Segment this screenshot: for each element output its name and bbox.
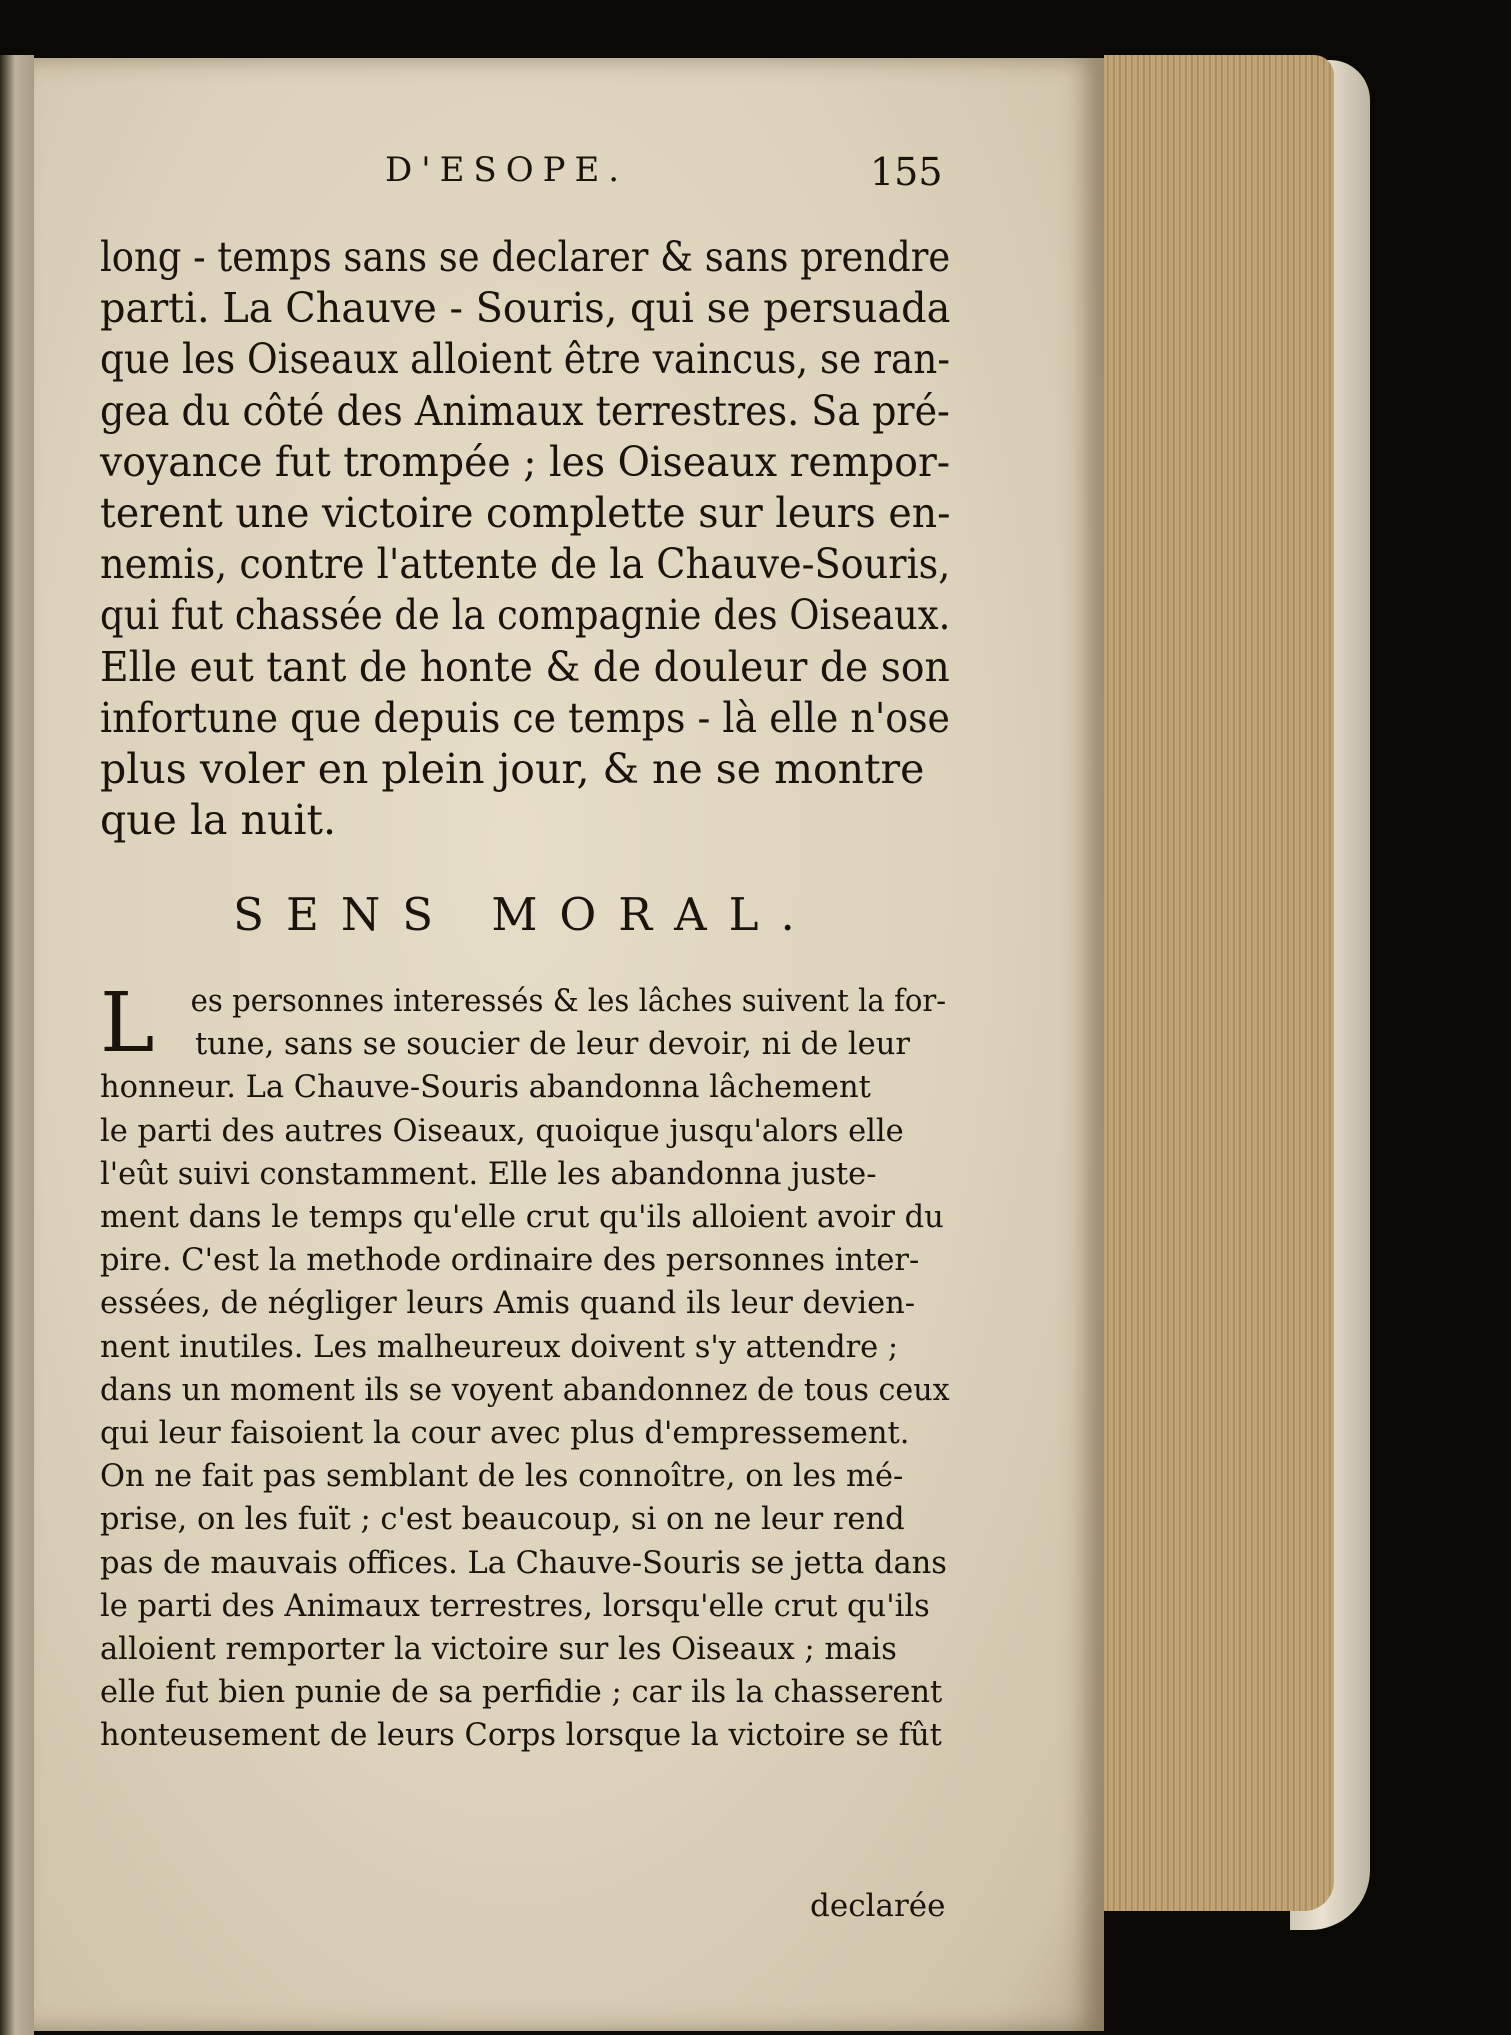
text-line: essées, de négliger leurs Amis quand ils leur devien- xyxy=(100,1286,916,1322)
page-number: 155 xyxy=(870,150,943,194)
text-line: pas de mauvais offices. La Chauve-Souris se jetta dans xyxy=(100,1545,947,1581)
running-head xyxy=(100,150,950,210)
running-head-title: D'ESOPE. xyxy=(385,150,629,190)
text-line: prise, on les fuït ; c'est beaucoup, si on ne leur rend xyxy=(100,1502,905,1538)
catchword: declarée xyxy=(810,1888,946,1924)
text-line: pire. C'est la methode ordinaire des personnes inter- xyxy=(100,1243,920,1279)
text-line: gea du côté des Animaux terrestres. Sa pré- xyxy=(100,386,950,435)
text-line: es personnes interessés & les lâches suivent la for- xyxy=(190,984,947,1019)
text-line: qui fut chassée de la compagnie des Oiseaux. xyxy=(100,591,951,640)
text-line: plus voler en plein jour, & ne se montre xyxy=(100,745,925,794)
text-line: que les Oiseaux alloient être vaincus, se ran- xyxy=(100,335,950,384)
text-line: honneur. La Chauve-Souris abandonna lâchement xyxy=(100,1070,871,1106)
text-line: On ne fait pas semblant de les connoître, on les mé- xyxy=(100,1459,904,1495)
text-line: terent une victoire complette sur leurs en- xyxy=(100,489,951,538)
text-line: infortune que depuis ce temps - là elle n'ose xyxy=(100,693,950,742)
text-line: elle fut bien punie de sa perfidie ; car ils la chasserent xyxy=(100,1675,943,1711)
text-line: dans un moment ils se voyent abandonnez de tous ceux xyxy=(100,1372,950,1408)
page-fore-edge xyxy=(1104,55,1334,1911)
moral-text xyxy=(100,976,950,1758)
text-line: le parti des Animaux terrestres, lorsqu'elle crut qu'ils xyxy=(100,1588,930,1624)
text-line: que la nuit. xyxy=(100,796,336,845)
text-line: ment dans le temps qu'elle crut qu'ils alloient avoir du xyxy=(100,1200,944,1236)
facing-page-edge xyxy=(0,55,34,2035)
text-line: nent inutiles. Les malheureux doivent s'y attendre ; xyxy=(100,1329,899,1365)
moral-heading: SENS MORAL. xyxy=(233,888,817,941)
text-line: parti. La Chauve - Souris, qui se persuada xyxy=(100,284,951,333)
text-line: honteusement de leurs Corps lorsque la victoire se fût xyxy=(100,1718,942,1754)
text-line: voyance fut trompée ; les Oiseaux rempor- xyxy=(100,437,951,486)
text-line: Elle eut tant de honte & de douleur de son xyxy=(100,642,950,691)
text-line: l'eût suivi constamment. Elle les abandonna juste- xyxy=(100,1156,877,1192)
text-line: long - temps sans se declarer & sans prendre xyxy=(100,233,951,281)
text-line: alloient remporter la victoire sur les Oiseaux ; mais xyxy=(100,1632,897,1668)
text-line: nemis, contre l'attente de la Chauve-Souris, xyxy=(100,540,951,589)
text-line: qui leur faisoient la cour avec plus d'empressement. xyxy=(100,1416,910,1452)
text-line: le parti des autres Oiseaux, quoique jusqu'alors elle xyxy=(100,1113,904,1149)
drop-cap: L xyxy=(100,976,155,1071)
text-line: tune, sans se soucier de leur devoir, ni de leur xyxy=(195,1027,910,1063)
fable-text xyxy=(100,232,950,846)
